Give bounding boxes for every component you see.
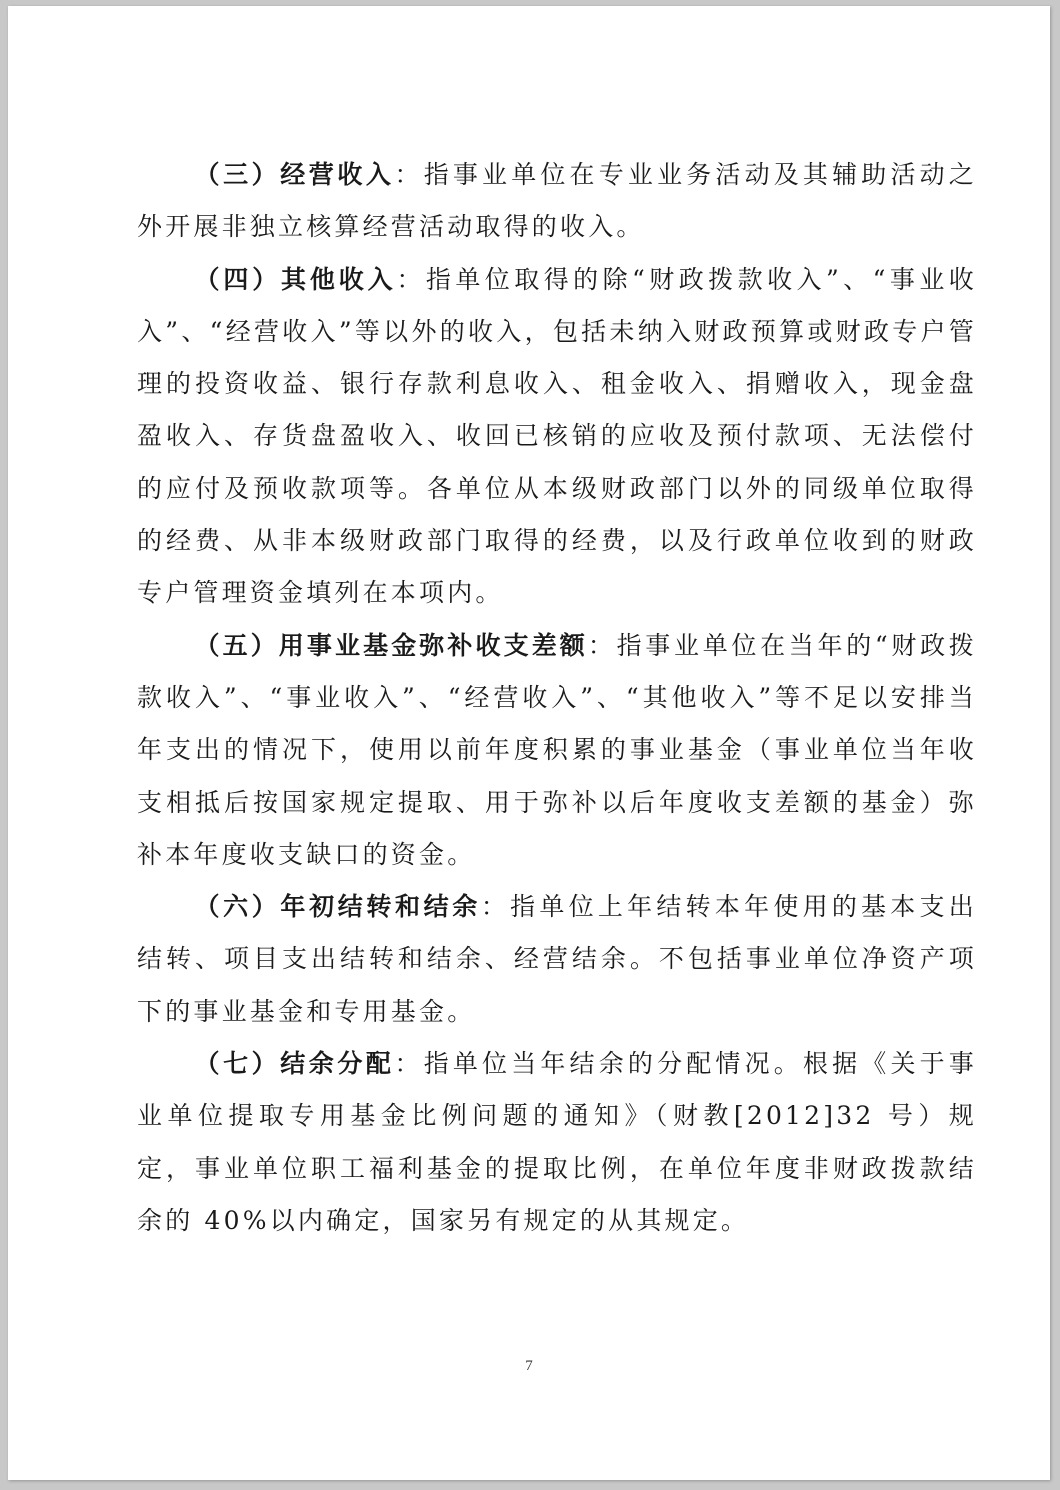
paragraph-fund-offset xyxy=(137,620,977,881)
paragraph-heading: （七）结余分配 xyxy=(194,1049,395,1079)
paragraph-body: ：指单位当年结余的分配情况。根据《关于事业单位提取专用基金比例问题的通知》（财教[2012]32 号）规定，事业单位职工福利基金的提取比例，在单位年度非财政拨款结余的 40%以内确定，国家另有规定的从其规定。 xyxy=(137,1049,977,1235)
paragraph-carryover xyxy=(137,881,977,1038)
paragraph-body: ：指事业单位在专业业务活动及其辅助活动之外开展非独立核算经营活动取得的收入。 xyxy=(137,160,977,242)
paragraph-heading: （三）经营收入 xyxy=(194,160,395,189)
paragraph-body: ：指单位取得的除“财政拨款收入”、“事业收入”、“经营收入”等以外的收入，包括未纳入财政预算或财政专户管理的投资收益、银行存款利息收入、租金收入、捐赠收入，现金盘盈收入、存货盘盈收入、收回已核销的应收及预付款项、无法偿付的应付及预收款项等。各单位从本级财政部门以外的同级单位取得的经费、从非本级财政部门取得的经费，以及行政单位收到的财政专户管理资金填列在本项内。 xyxy=(137,264,977,608)
paragraph-heading: （五）用事业基金弥补收支差额 xyxy=(194,630,588,660)
paragraph-body: ：指单位上年结转本年使用的基本支出结转、项目支出结转和结余、经营结余。不包括事业单位净资产项下的事业基金和专用基金。 xyxy=(137,892,977,1026)
paragraph-heading: （六）年初结转和结余 xyxy=(194,892,481,922)
document-page xyxy=(8,6,1050,1480)
paragraph-other-income xyxy=(137,254,977,620)
paragraph-operating-income xyxy=(137,149,977,254)
paragraph-body: ：指事业单位在当年的“财政拨款收入”、“事业收入”、“经营收入”、“其他收入”等不足以安排当年支出的情况下，使用以前年度积累的事业基金（事业单位当年收支相抵后按国家规定提取、用于弥补以后年度收支差额的基金）弥补本年度收支缺口的资金。 xyxy=(137,630,977,869)
paragraph-heading: （四）其他收入 xyxy=(194,264,397,294)
paragraph-surplus-distribution xyxy=(137,1038,977,1247)
page-number: 7 xyxy=(525,1358,533,1374)
page-content xyxy=(137,149,977,1247)
